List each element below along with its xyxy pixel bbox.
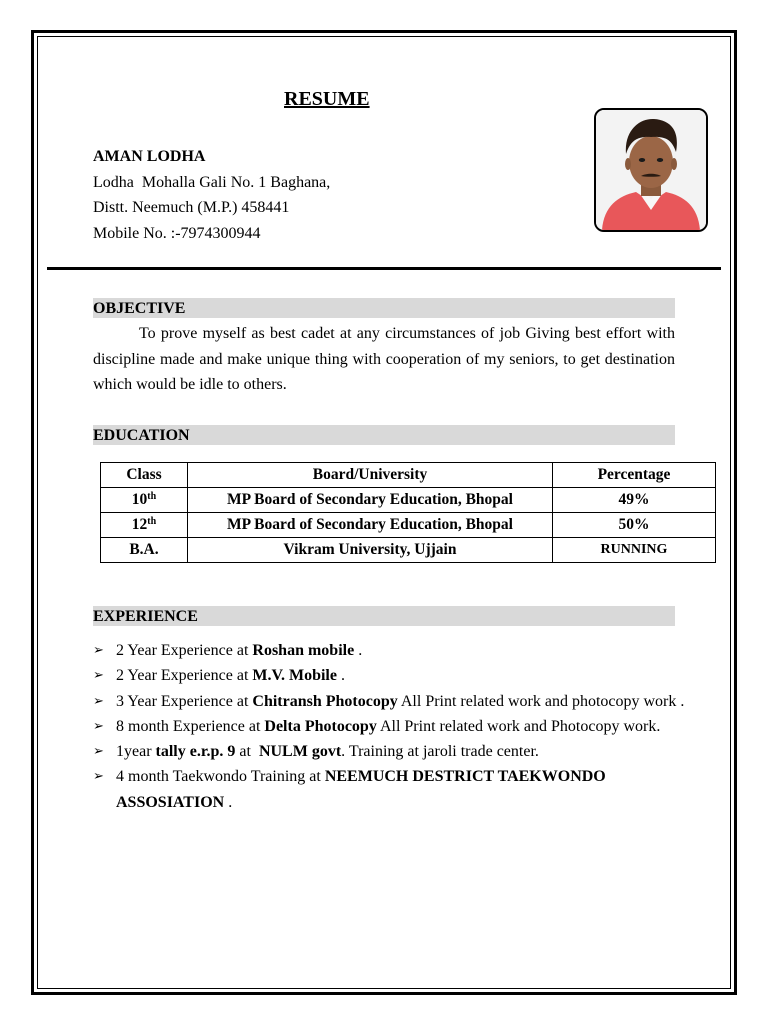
board-cell: MP Board of Secondary Education, Bhopal bbox=[188, 488, 553, 513]
address-line-1: Lodha Mohalla Gali No. 1 Baghana, bbox=[93, 173, 331, 191]
profile-photo bbox=[594, 108, 708, 232]
arrow-bullet-icon: ➢ bbox=[93, 718, 104, 734]
list-item: ➢ 2 Year Experience at M.V. Mobile . bbox=[93, 663, 693, 688]
arrow-bullet-icon: ➢ bbox=[93, 693, 104, 709]
percentage-cell: 49% bbox=[553, 488, 716, 513]
board-cell: Vikram University, Ujjain bbox=[188, 538, 553, 563]
objective-text: To prove myself as best cadet at any circumstances of job Giving best effort with discipline made and make unique thing with cooperation of my seniors, to get destination which would be idle to others. bbox=[93, 325, 675, 393]
class-cell: B.A. bbox=[101, 538, 188, 563]
resume-title: RESUME bbox=[284, 88, 370, 110]
address-line-2: Distt. Neemuch (M.P.) 458441 bbox=[93, 199, 290, 216]
percentage-cell: 50% bbox=[553, 513, 716, 538]
list-item: ➢ 8 month Experience at Delta Photocopy All Print related work and Photocopy work. bbox=[93, 714, 693, 739]
person-portrait-icon bbox=[596, 110, 706, 230]
table-header-row bbox=[101, 463, 716, 488]
class-cell: 12th bbox=[101, 513, 188, 538]
arrow-bullet-icon: ➢ bbox=[93, 769, 104, 785]
table-row bbox=[101, 513, 716, 538]
column-header-board: Board/University bbox=[188, 463, 553, 488]
list-item: ➢ 1year tally e.r.p. 9 at NULM govt. Training at jaroli trade center. bbox=[93, 739, 693, 764]
arrow-bullet-icon: ➢ bbox=[93, 744, 104, 760]
objective-heading: OBJECTIVE bbox=[93, 298, 675, 318]
table-row bbox=[101, 488, 716, 513]
table-row bbox=[101, 538, 716, 563]
experience-list bbox=[93, 638, 693, 815]
list-item: ➢ 3 Year Experience at Chitransh Photocopy All Print related work and photocopy work . bbox=[93, 689, 693, 714]
candidate-name: AMAN LODHA bbox=[93, 148, 206, 165]
class-cell: 10th bbox=[101, 488, 188, 513]
mobile-number: Mobile No. :-7974300944 bbox=[93, 224, 261, 242]
experience-heading: EXPERIENCE bbox=[93, 606, 675, 626]
list-item: ➢ 4 month Taekwondo Training at NEEMUCH DESTRICT TAEKWONDO ASSOSIATION . bbox=[93, 764, 693, 815]
board-cell: MP Board of Secondary Education, Bhopal bbox=[188, 513, 553, 538]
column-header-percentage: Percentage bbox=[553, 463, 716, 488]
contact-block bbox=[93, 144, 330, 246]
education-table bbox=[100, 462, 716, 563]
list-item: ➢ 2 Year Experience at Roshan mobile . bbox=[93, 638, 693, 663]
percentage-cell: RUNNING bbox=[553, 538, 716, 563]
header-divider bbox=[47, 267, 721, 270]
education-heading: EDUCATION bbox=[93, 425, 675, 445]
column-header-class: Class bbox=[101, 463, 188, 488]
arrow-bullet-icon: ➢ bbox=[93, 643, 104, 658]
arrow-bullet-icon: ➢ bbox=[93, 668, 104, 684]
